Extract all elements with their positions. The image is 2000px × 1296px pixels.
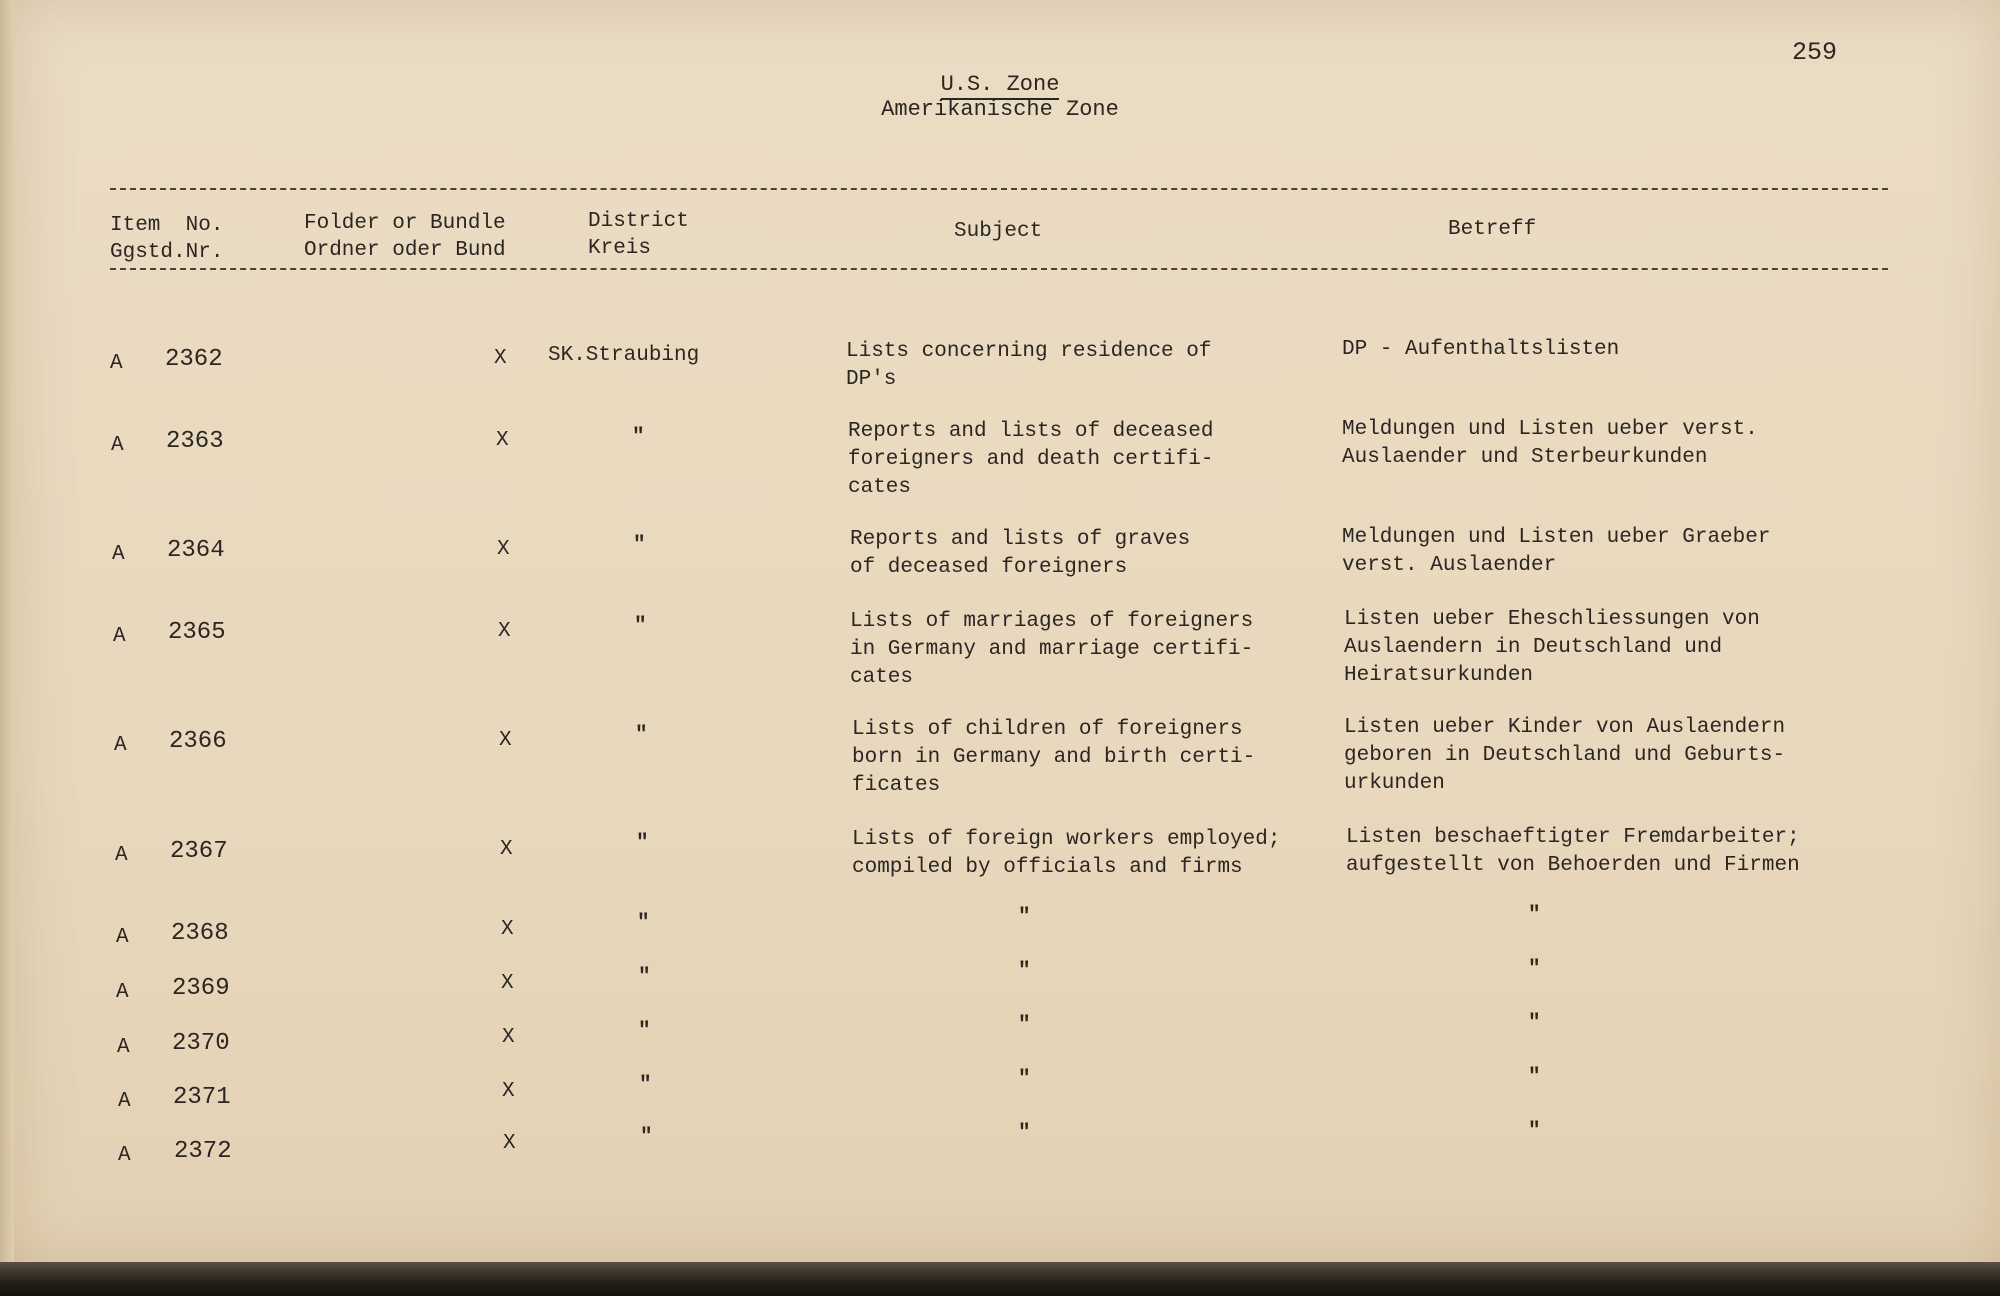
- district-cell: ": [633, 534, 646, 557]
- zone-title-text: U.S. Zone: [941, 72, 1060, 100]
- subject-cell: ": [1018, 1122, 1031, 1145]
- item-number: 2370: [172, 1030, 230, 1057]
- betreff-cell: ": [1528, 1012, 1541, 1035]
- subject-cell: ": [1018, 1068, 1031, 1091]
- folder-mark: X: [494, 347, 507, 370]
- subject-cell: ": [1018, 906, 1031, 929]
- betreff-cell: Meldungen und Listen ueber Graeber verst. Auslaender: [1342, 526, 1771, 577]
- header-district: District Kreis: [588, 210, 689, 260]
- binding-gutter: [0, 0, 14, 1262]
- betreff-cell: Meldungen und Listen ueber verst. Auslaender und Sterbeurkunden: [1342, 418, 1758, 469]
- betreff-cell: ": [1528, 1066, 1541, 1089]
- folder-mark: X: [497, 538, 510, 561]
- item-letter: A: [115, 844, 128, 867]
- betreff-cell: ": [1528, 904, 1541, 927]
- item-number: 2372: [174, 1138, 232, 1165]
- header-rule-top: [110, 188, 1888, 190]
- header-betreff: Betreff: [1448, 218, 1537, 241]
- subject-cell: Lists of foreign workers employed; compiled by officials and firms: [852, 828, 1281, 879]
- folder-mark: X: [498, 620, 511, 643]
- folder-mark: X: [500, 838, 513, 861]
- betreff-cell: ": [1528, 1120, 1541, 1143]
- zone-title: [0, 72, 2000, 97]
- item-number: 2366: [169, 728, 227, 755]
- item-number: 2368: [171, 920, 229, 947]
- page-number: 259: [1792, 38, 1838, 67]
- item-letter: A: [110, 352, 123, 375]
- page-bottom-edge: [0, 1262, 2000, 1296]
- item-number: 2371: [173, 1084, 231, 1111]
- folder-mark: X: [502, 1026, 515, 1049]
- item-letter: A: [116, 926, 129, 949]
- betreff-cell: ": [1528, 958, 1541, 981]
- item-number: 2369: [172, 975, 230, 1002]
- item-letter: A: [112, 543, 125, 566]
- betreff-cell: Listen ueber Kinder von Auslaendern geboren in Deutschland und Geburts- urkunden: [1344, 716, 1786, 795]
- zone-subtitle: Amerikanische Zone: [881, 97, 1119, 122]
- subject-cell: Lists of children of foreigners born in Germany and birth certi- ficates: [852, 718, 1256, 797]
- header-folder: Folder or Bundle Ordner oder Bund: [304, 212, 506, 262]
- subject-cell: ": [1018, 1014, 1031, 1037]
- district-cell: ": [637, 912, 650, 935]
- item-number: 2367: [170, 838, 228, 865]
- district-cell: ": [638, 1020, 651, 1043]
- subject-cell: Reports and lists of deceased foreigners and death certifi- cates: [848, 420, 1214, 499]
- betreff-cell: Listen beschaeftigter Fremdarbeiter; aufgestellt von Behoerden und Firmen: [1346, 826, 1800, 877]
- subject-cell: Lists concerning residence of DP's: [846, 340, 1212, 391]
- subject-cell: Reports and lists of graves of deceased foreigners: [850, 528, 1191, 579]
- item-letter: A: [111, 434, 124, 457]
- item-letter: A: [118, 1144, 131, 1167]
- item-number: 2362: [165, 346, 223, 373]
- betreff-cell: Listen ueber Eheschliessungen von Auslaendern in Deutschland und Heiratsurkunden: [1344, 608, 1760, 687]
- folder-mark: X: [499, 729, 512, 752]
- folder-mark: X: [501, 918, 514, 941]
- header-subject: Subject: [954, 220, 1043, 243]
- subject-cell: ": [1018, 960, 1031, 983]
- district-cell: ": [635, 724, 648, 747]
- item-number: 2364: [167, 537, 225, 564]
- folder-mark: X: [502, 1080, 515, 1103]
- header-item-no: Item No. Ggstd.Nr.: [110, 214, 224, 264]
- folder-mark: X: [501, 972, 514, 995]
- subject-cell: Lists of marriages of foreigners in Germany and marriage certifi- cates: [850, 610, 1254, 689]
- district-cell: ": [636, 832, 649, 855]
- district-cell: ": [639, 1074, 652, 1097]
- header-rule-bottom: [110, 268, 1888, 270]
- item-letter: A: [118, 1090, 131, 1113]
- betreff-cell: DP - Aufenthaltslisten: [1342, 338, 1620, 361]
- item-letter: A: [114, 734, 127, 757]
- item-letter: A: [116, 981, 129, 1004]
- district-cell: ": [634, 615, 647, 638]
- item-number: 2363: [166, 428, 224, 455]
- folder-mark: X: [503, 1132, 516, 1155]
- district-cell: ": [638, 966, 651, 989]
- district-cell: SK.Straubing: [548, 344, 700, 367]
- item-letter: A: [113, 625, 126, 648]
- folder-mark: X: [496, 429, 509, 452]
- district-cell: ": [632, 426, 645, 449]
- district-cell: ": [640, 1126, 653, 1149]
- item-number: 2365: [168, 619, 226, 646]
- item-letter: A: [117, 1036, 130, 1059]
